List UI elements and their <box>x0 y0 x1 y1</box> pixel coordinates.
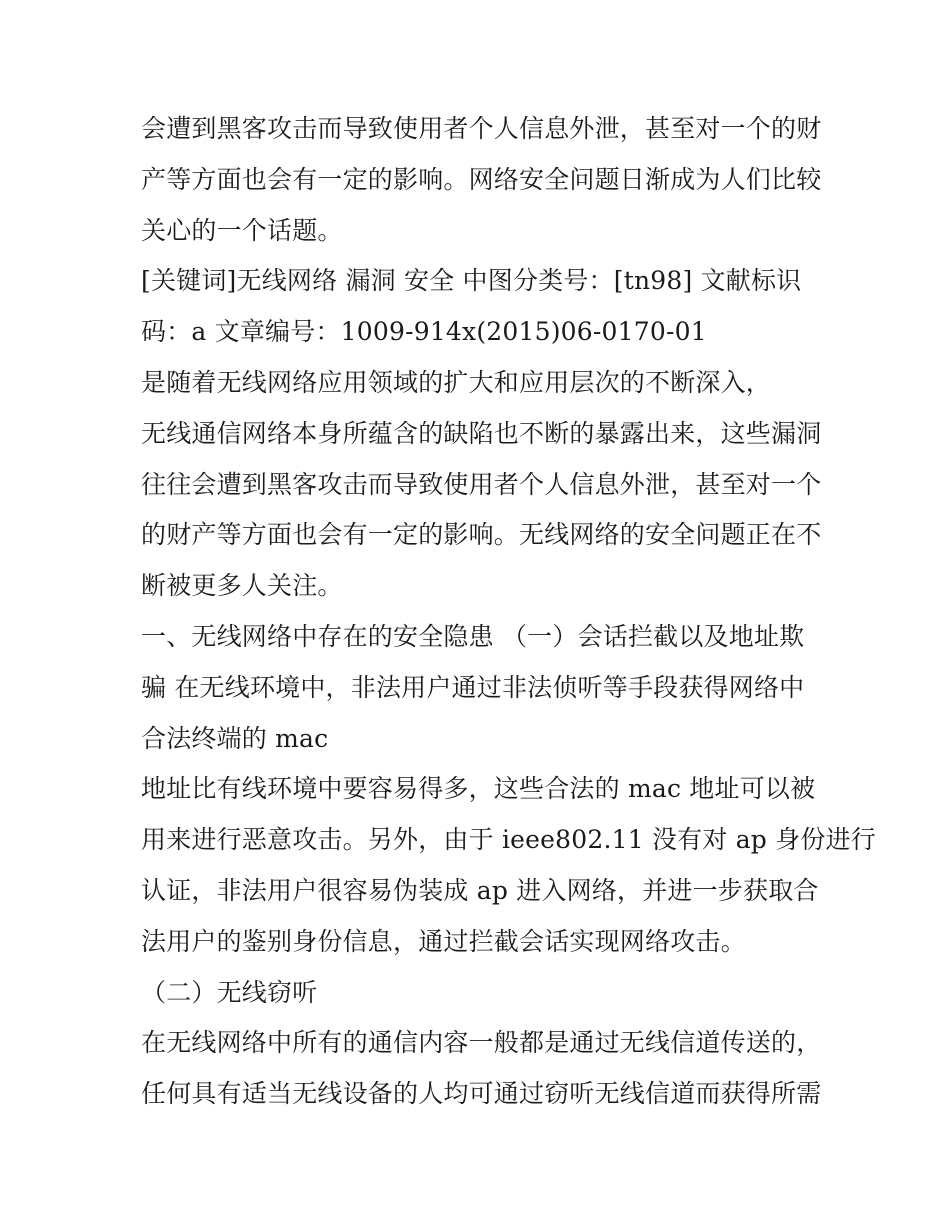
text-line: 产等方面也会有一定的影响。网络安全问题日渐成为人们比较 <box>141 165 822 194</box>
text-line: 法用户的鉴别身份信息，通过拦截会话实现网络攻击。 <box>141 927 746 956</box>
text-line: 无线通信网络本身所蕴含的缺陷也不断的暴露出来，这些漏洞 <box>141 419 822 448</box>
text-line: 是随着无线网络应用领域的扩大和应用层次的不断深入， <box>141 368 772 397</box>
text-line: 合法终端的 mac <box>141 724 329 753</box>
text-line: 的财产等方面也会有一定的影响。无线网络的安全问题正在不 <box>141 520 822 549</box>
text-line: 会遭到黑客攻击而导致使用者个人信息外泄，甚至对一个的财 <box>141 114 822 143</box>
text-line: [关键词]无线网络 漏洞 安全 中图分类号：[tn98] 文献标识 <box>141 266 802 295</box>
text-line: 往往会遭到黑客攻击而导致使用者个人信息外泄，甚至对一个 <box>141 470 822 499</box>
section-heading-line: 一、无线网络中存在的安全隐患 （一）会话拦截以及地址欺 <box>141 622 805 651</box>
text-line: 关心的一个话题。 <box>141 216 343 245</box>
text-line: 断被更多人关注。 <box>141 571 343 600</box>
text-line: 在无线网络中所有的通信内容一般都是通过无线信道传送的， <box>141 1028 822 1057</box>
text-line: 认证，非法用户很容易伪装成 ap 进入网络，并进一步获取合 <box>141 876 819 905</box>
text-line: 任何具有适当无线设备的人均可通过窃听无线信道而获得所需 <box>141 1079 822 1108</box>
subsection-heading-line: （二）无线窃听 <box>141 978 318 1007</box>
text-line: 骗 在无线环境中，非法用户通过非法侦听等手段获得网络中 <box>141 673 805 702</box>
text-line: 地址比有线环境中要容易得多，这些合法的 mac 地址可以被 <box>141 774 816 803</box>
text-line: 用来进行恶意攻击。另外，由于 ieee802.11 没有对 ap 身份进行 <box>141 825 876 854</box>
text-line: 码：a 文章编号：1009-914x(2015)06-0170-01 <box>141 317 707 346</box>
